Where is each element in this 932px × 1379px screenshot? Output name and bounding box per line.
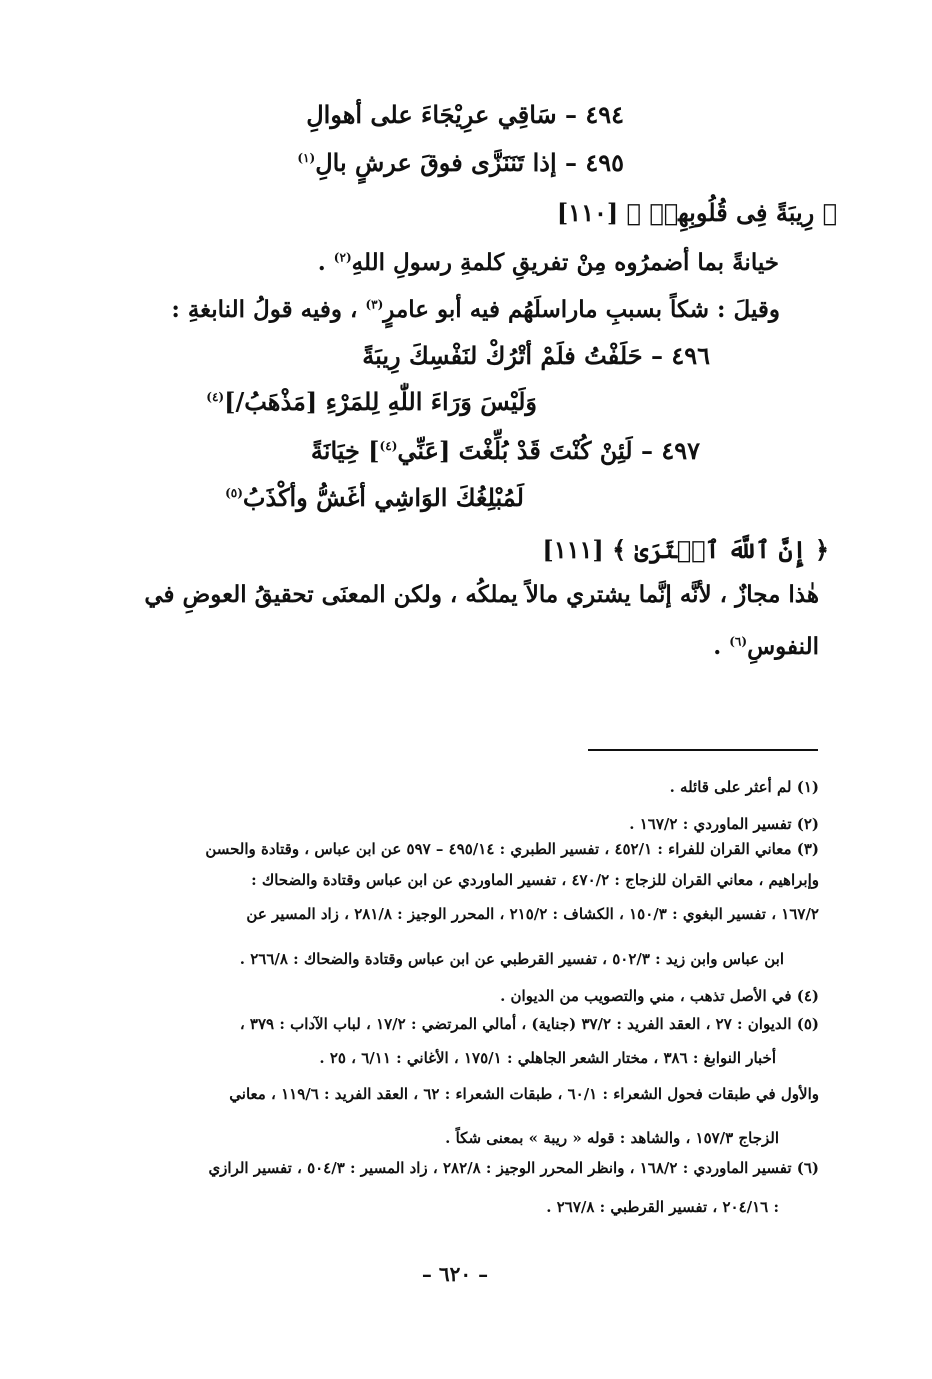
footnote-3-line-2-text: وإبراهيم ، معاني القران للزجاج : ٤٧٠/٢ ، تفسير الماوردي عن ابن عباس وقتادة والضحاك : [251,871,819,889]
quran-heading-111 [542,532,829,568]
footnote-5-line-2-text: أخبار النوابغ : ٣٨٦ ، مختار الشعر الجاهلي : ١٧٥/١ ، الأغاني : ٦/١١ ، ٢٥ . [319,1049,776,1067]
footnote-ref-2: (٢) [333,250,352,265]
verse-495-text: ٤٩٥ – إذا تَنَنَزَّى فوقَ عرشٍ بالِ [315,148,624,177]
footnote-2 [629,813,819,835]
footnote-5-line-2 [319,1047,776,1069]
footnote-6-line-2-text: : ٢٠٤/١٦ ، تفسير القرطبي : ٢٦٧/٨ . [546,1198,779,1216]
verse-496-first-text: ٤٩٦ – حَلَفْتُ فلَمْ أتْرُكْ لنَفْسِكَ رِيبَةً [362,341,710,370]
paragraph-111-line-2-text: النفوسِ [747,633,819,660]
paragraph-110-line-2-text: وقيلَ : شكاً بسببِ ماراسلَهُم فيه أبو عامرٍ [383,296,780,323]
paragraph-110-line-1-text: خيانةً بما أضمرُوه مِنْ تفريقِ كلمةِ رسولِ اللهِ [351,249,779,276]
paragraph-111-line-1 [144,578,819,612]
footnote-5-line-3-text: والأول في طبقات فحول الشعراء : ٦٠/١ ، طبقات الشعراء : ٦٢ ، العقد الفريد : ١١٩/٦ ، معاني [229,1085,819,1103]
quran-heading-111-text: ﴿ إِنَّ ٱللَّهَ ٱشۡتَرَىٰ ﴾ [١١١] [542,535,829,564]
footnote-5-line-1-text: (٥) الديوان : ٢٧ ، العقد الفريد : ٣٧/٢ (جناية) ، أمالي المرتضي : ١٧/٢ ، لباب الآداب : ٣٧٩ ، [239,1015,819,1033]
paragraph-110-line-1 [318,246,779,280]
footnote-ref-6: (٦) [729,634,748,649]
paragraph-111-line-1-text: هٰذا مجازٌ ، لأنَّه إنَّما يشتري مالاً يملكُه ، ولكن المعنَى تحقيقُ العوضِ في [144,581,819,608]
footnote-divider [588,749,818,751]
footnote-6-line-2 [546,1196,779,1218]
footnote-5-line-4-text: الزجاج ١٥٧/٣ ، والشاهد : قوله « ريبة » بمعنى شكاً . [445,1129,779,1147]
footnote-ref-5: (٥) [225,486,243,500]
footnote-4-text: (٤) في الأصل تذهب ، مني والتصويب من الديوان . [500,987,819,1005]
paragraph-111-line-2-end: . [713,633,730,660]
footnote-ref-4b: (٤) [379,439,398,453]
footnote-2-text: (٢) تفسير الماوردي : ١٦٧/٢ . [629,815,819,833]
footnote-3-line-1 [205,838,819,860]
footnote-1 [670,776,819,798]
paragraph-110-line-2 [171,293,780,327]
verse-497-first [311,434,700,468]
footnote-6-line-1-text: (٦) تفسير الماوردي : ١٦٨/٢ ، وانظر المحرر الوجيز : ٢٨٢/٨ ، زاد المسير : ٥٠٤/٣ ، تفسير الرازي [208,1159,819,1177]
verse-496-second-text: وَلَيْسَ وَرَاءَ اللّٰهِ لِلمَرْءِ [مَذْهَبُ/] [224,387,537,416]
footnote-ref-3: (٣) [365,297,384,312]
footnote-ref-4: (٤) [206,390,225,404]
footnote-3-line-2 [251,869,819,891]
footnote-3-line-4-text: ابن عباس وابن زيد : ٥٠٢/٣ ، تفسير القرطبي عن ابن عباس وقتادة والضحاك : ٢٦٦/٨ . [239,950,784,968]
footnote-3-line-3-text: ١٦٧/٢ ، تفسير البغوي : ١٥٠/٣ ، الكشاف : ٢١٥/٢ ، المحرر الوجيز : ٢٨١/٨ ، زاد المسير عن [246,905,819,923]
verse-494 [306,98,624,132]
footnote-5-line-3 [229,1083,819,1105]
footnote-6-line-1 [208,1157,819,1179]
verse-494-text: ٤٩٤ – سَاقِي عرِيْجَاءَ على أهوالِ [306,100,624,129]
footnote-3-line-1-text: (٣) معاني القران للفراء : ٤٥٢/١ ، تفسير الطبري : ٤٩٥/١٤ – ٥٩٧ عن ابن عباس ، وقتادة والحسن [205,840,819,858]
footnote-4 [500,985,819,1007]
verse-497-second-text: لَمُبْلِغُكَ الوَاشِي أغَشُّ وأكْذَبُ [242,483,524,512]
verse-496-second [206,385,537,419]
footnote-3-line-4 [240,948,784,970]
footnote-ref-1: (١) [297,151,316,165]
verse-495 [297,146,624,180]
footnote-5-line-4 [445,1127,779,1149]
verse-497-second [225,481,524,515]
footnote-1-text: (١) لم أعثر على قائله . [669,778,819,796]
paragraph-110-line-1-end: . [317,249,334,276]
quran-heading-110-text: ﴿ رِيبَةً فِى قُلُوبِهِمۡ ﴾ [١١٠] [556,198,837,227]
paragraph-110-line-2-end: ، وفيه قولُ النابغةِ : [171,296,366,323]
paragraph-111-line-2 [713,630,819,664]
page-number: – ٦٢٠ – [421,1262,489,1286]
verse-497-first-end: ] خِيَانَةً [310,436,380,465]
quran-heading-110 [557,195,837,231]
verse-496-first [362,339,710,373]
footnote-5-line-1 [240,1013,819,1035]
footnote-3-line-3 [246,903,819,925]
verse-497-first-text: ٤٩٧ – لَئِنْ كُنْتَ قَدْ بُلِّغْتَ [عَنِّي [397,436,700,465]
